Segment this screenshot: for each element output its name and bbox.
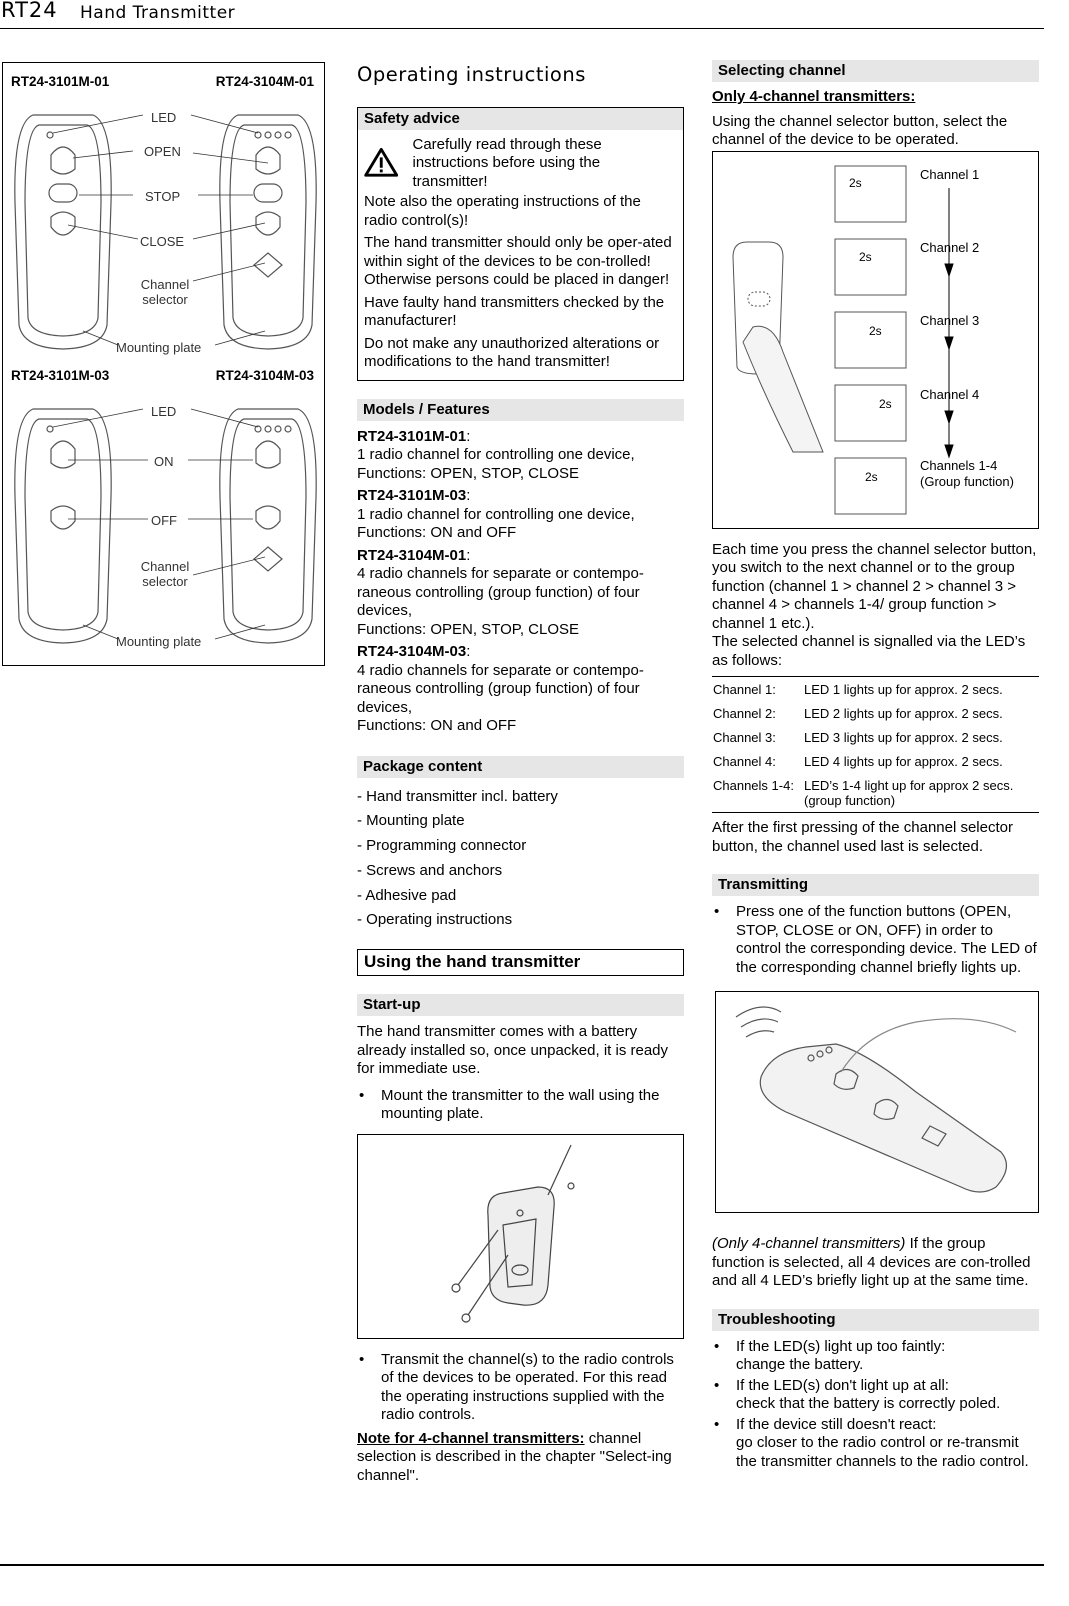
startup-text: The hand transmitter comes with a battery already installed so, once unpacked, it is ready for immediate use. — [357, 1023, 669, 1078]
package-item: - Programming connector — [357, 837, 527, 855]
off-label: OFF — [151, 513, 177, 528]
section-title: Operating instructions — [357, 63, 586, 86]
time-label: 2s — [849, 175, 862, 190]
product-code: RT24 — [1, 0, 58, 22]
trouble-item: • If the device still doesn't react: go closer to the radio control or re-transmit the transmitter channels to the radio control. — [714, 1415, 1029, 1470]
safety-intro: Carefully read through these instructions before using the transmitter! — [412, 135, 602, 190]
selecting-text: The selected channel is signalled via the LED’s as follows: — [712, 633, 1026, 669]
section-heading: Selecting channel — [712, 60, 1039, 82]
safety-paragraph: Note also the operating instructions of the radio control(s)! — [364, 193, 641, 229]
table-row: Channel 4: LED 4 lights up for approx. 2 secs. — [713, 754, 1003, 769]
section-heading: Package content — [357, 756, 684, 778]
channel-selector-label: Channel selector — [140, 559, 190, 589]
selecting-intro: Using the channel selector button, select the channel of the device to be operated. — [712, 112, 1008, 148]
section-heading: Safety advice — [358, 108, 683, 130]
footer-rule — [0, 1564, 1044, 1566]
model-label: RT24-3104M-03 — [215, 368, 314, 383]
section-heading: Start-up — [357, 994, 684, 1016]
section-heading: Models / Features — [357, 399, 684, 421]
table-row: Channel 2: LED 2 lights up for approx. 2 secs. — [713, 706, 1003, 721]
model-item: RT24-3101M-03: 1 radio channel for controlling one device, Functions: ON and OFF — [357, 487, 635, 541]
on-label: ON — [154, 454, 174, 469]
time-label: 2s — [869, 323, 882, 338]
time-label: 2s — [879, 396, 892, 411]
page-header — [0, 0, 1044, 29]
channel-label: Channel 4 — [920, 386, 980, 402]
chapter-heading: Using the hand transmitter — [357, 949, 684, 976]
safety-paragraph: Have faulty hand transmitters checked by the manufacturer! — [364, 293, 665, 329]
table-row: Channels 1-4: LED’s 1-4 light up for approx 2 secs. (group function) — [713, 778, 1014, 808]
channel-label: Channel 1 — [920, 166, 980, 182]
model-label: RT24-3104M-01 — [215, 74, 314, 89]
selecting-text: Each time you press the channel selector button, you switch to the next channel or to the group function (channel 1 > channel 2 > channel 3 > channel 4 > channels 1-4/ group function > channel 1 etc.). — [712, 540, 1037, 632]
model-item: RT24-3104M-03: 4 radio channels for separate or contempo-raneous controlling (group function) of four devices, Functions: ON and OFF — [357, 643, 644, 734]
transmitting-drawing — [716, 992, 1038, 1212]
bullet-item: • Press one of the function buttons (OPEN, STOP, CLOSE or ON, OFF) in order to control the corresponding device. The LED of the corresponding channel briefly lights up. — [714, 903, 1037, 976]
trouble-item: • If the LED(s) light up too faintly: change the battery. — [714, 1337, 946, 1373]
channel-label: Channel 3 — [920, 312, 980, 328]
channel-label: Channels 1-4 (Group function) — [920, 457, 1014, 489]
right-column — [712, 60, 1039, 1473]
channel-selection-diagram — [712, 151, 1039, 529]
mounting-plate-drawing — [358, 1135, 683, 1338]
package-item: - Mounting plate — [357, 812, 465, 830]
led-signal-table — [712, 676, 1039, 813]
document-title: Hand Transmitter — [80, 3, 236, 23]
table-row: Channel 1: LED 1 lights up for approx. 2 secs. — [713, 682, 1003, 697]
package-item: - Screws and anchors — [357, 861, 503, 879]
group-function-text: (Only 4-channel transmitters) If the group function is selected, all 4 devices are con-trolled and all 4 LED’s briefly light up at the same time. — [712, 1235, 1031, 1289]
section-heading: Transmitting — [712, 874, 1039, 896]
safety-paragraph: Do not make any unauthorized alterations or modifications to the hand transmitter! — [364, 334, 660, 370]
close-label: CLOSE — [140, 234, 185, 249]
safety-advice-box — [357, 107, 684, 381]
package-list — [357, 785, 684, 934]
channel-selector-label: Channel selector — [140, 277, 190, 307]
package-item: - Operating instructions — [357, 911, 513, 929]
open-label: OPEN — [144, 144, 181, 159]
time-label: 2s — [865, 469, 878, 484]
note-4-channel: Note for 4-channel transmitters: channel selection is described in the chapter "Select-ing channel". — [357, 1429, 672, 1484]
mounting-plate-image — [357, 1134, 684, 1339]
model-label: RT24-3101M-03 — [11, 368, 110, 383]
model-label: RT24-3101M-01 — [11, 74, 110, 89]
transmitter-models-figure — [2, 62, 325, 666]
mounting-plate-label: Mounting plate — [116, 634, 202, 649]
warning-icon — [364, 136, 398, 188]
table-row: Channel 3: LED 3 lights up for approx. 2 secs. — [713, 730, 1003, 745]
mounting-plate-label: Mounting plate — [116, 340, 202, 355]
package-item: - Hand transmitter incl. battery — [357, 787, 558, 805]
transmitter-1ch-bottom — [15, 409, 111, 643]
stop-label: STOP — [145, 189, 181, 204]
transmitter-1ch-top — [15, 115, 111, 349]
channel-label: Channel 2 — [920, 239, 980, 255]
transmitter-4ch-top — [220, 115, 316, 349]
only-4-channel: Only 4-channel transmitters: — [712, 88, 916, 105]
led-label: LED — [151, 404, 177, 419]
time-label: 2s — [859, 249, 872, 264]
package-item: - Adhesive pad — [357, 886, 457, 904]
selecting-after: After the first pressing of the channel selector button, the channel used last is selected. — [712, 819, 1013, 855]
middle-column — [357, 60, 684, 1485]
transmitting-image — [715, 991, 1039, 1213]
model-item: RT24-3104M-01: 4 radio channels for separate or contempo-raneous controlling (group function) of four devices, Functions: OPEN, STOP, CLOSE — [357, 546, 644, 638]
led-label: LED — [151, 110, 177, 125]
bullet-item: • Mount the transmitter to the wall using the mounting plate. — [359, 1086, 660, 1123]
model-item: RT24-3101M-01: 1 radio channel for controlling one device, Functions: OPEN, STOP, CLOSE — [357, 427, 635, 482]
trouble-item: • If the LED(s) don't light up at all: check that the battery is correctly poled. — [714, 1376, 1001, 1412]
safety-paragraph: The hand transmitter should only be oper-ated within sight of the devices to be con-trolled! Otherwise persons could be placed in danger! — [364, 234, 672, 288]
transmitter-4ch-bottom — [220, 409, 316, 643]
bullet-item: • Transmit the channel(s) to the radio controls of the devices to be operated. For this read the operating instructions supplied with the radio controls. — [359, 1350, 674, 1424]
section-heading: Troubleshooting — [712, 1309, 1039, 1331]
